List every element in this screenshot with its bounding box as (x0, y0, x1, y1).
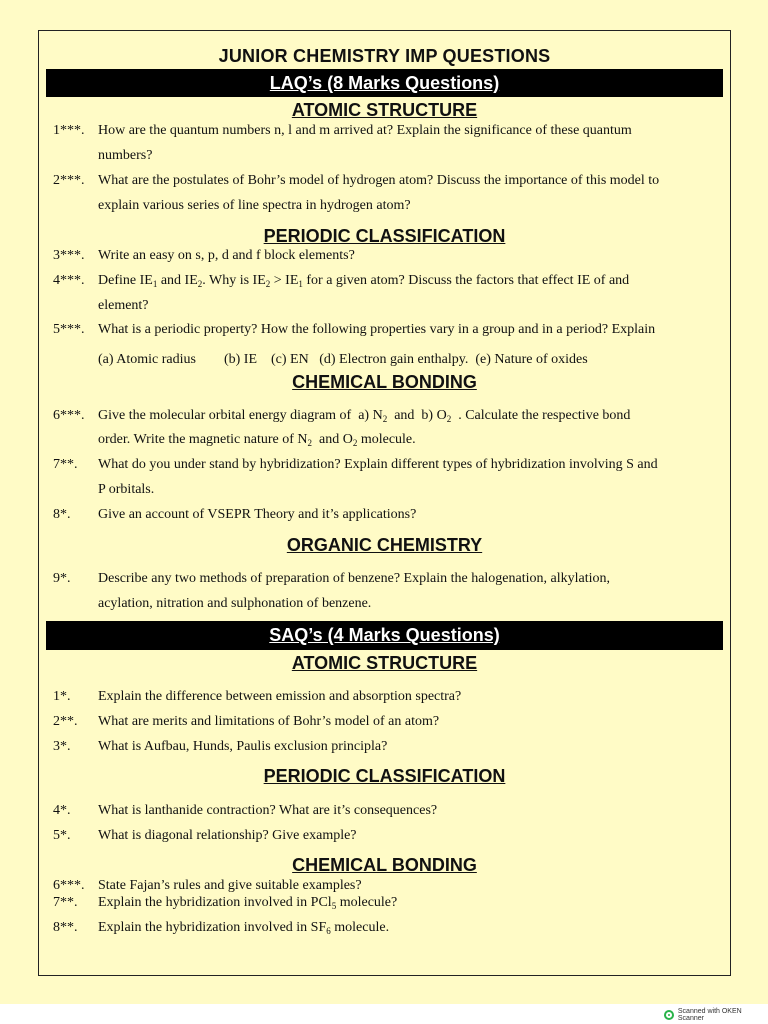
saq-q2-line1: What are merits and limitations of Bohr’s model of an atom? (98, 714, 440, 729)
saq-q7-line1: Explain the hybridization involved in PCl$_5$ molecule? (98, 895, 398, 911)
saq-q2-number: 2**. (53, 714, 78, 729)
laq-q4-line2: element? (98, 298, 149, 313)
saq-q3-line1: What is Aufbau, Hunds, Paulis exclusion principla? (98, 739, 388, 754)
saq-heading-atomic-structure: ATOMIC STRUCTURE (291, 653, 478, 673)
laq-q8-line1: Give an account of VSEPR Theory and it’s applications? (98, 507, 417, 522)
scanner-watermark-text: Scanned with OKEN Scanner (677, 1008, 742, 1022)
laq-q5-line2: (a) Atomic radius (b) IE (c) EN (d) Electron gain enthalpy. (e) Nature of oxides (98, 352, 588, 367)
laq-q9-line2: acylation, nitration and sulphonation of benzene. (98, 596, 372, 611)
laq-section-band: LAQ’s (8 Marks Questions) (46, 69, 723, 97)
laq-q7-line1: What do you under stand by hybridization? Explain different types of hybridization involving S and (98, 457, 658, 472)
saq-q1-line1: Explain the difference between emission and absorption spectra? (98, 689, 462, 704)
saq-q3-number: 3*. (53, 739, 71, 754)
laq-q5-number: 5***. (53, 322, 85, 337)
laq-q6-line2: order. Write the magnetic nature of $N_2$ and $O_2$ molecule. (98, 432, 416, 448)
saq-q8-line1: Explain the hybridization involved in $SF_6$ molecule. (98, 920, 390, 936)
saq-q6-number: 6***. (53, 878, 85, 893)
laq-q5-line1: What is a periodic property? How the following properties vary in a group and in a period? Explain (98, 322, 656, 337)
laq-heading-periodic-classification: PERIODIC CLASSIFICATION (263, 226, 506, 246)
saq-q6-line1: State Fajan’s rules and give suitable examples? (98, 878, 362, 893)
laq-q2-number: 2***. (53, 173, 85, 188)
laq-q2-line1: What are the postulates of Bohr’s model of hydrogen atom? Discuss the importance of this model to (98, 173, 660, 188)
saq-q1-number: 1*. (53, 689, 71, 704)
laq-q1-line2: numbers? (98, 148, 153, 163)
laq-q8-number: 8*. (53, 507, 71, 522)
laq-q3-number: 3***. (53, 248, 85, 263)
saq-q4-number: 4*. (53, 803, 71, 818)
laq-q6-line1: Give the molecular orbital energy diagram of a) $N_2$ and b) $O_2$ . Calculate the respective bond (98, 408, 631, 424)
laq-q4-number: 4***. (53, 273, 85, 288)
scanner-watermark (664, 1008, 768, 1022)
laq-heading-organic-chemistry: ORGANIC CHEMISTRY (286, 535, 483, 555)
saq-q7-number: 7**. (53, 895, 78, 910)
saq-q8-number: 8**. (53, 920, 78, 935)
laq-q3-line1: Write an easy on s, p, d and f block elements? (98, 248, 355, 263)
laq-q7-number: 7**. (53, 457, 78, 472)
document-title: JUNIOR CHEMISTRY IMP QUESTIONS (218, 46, 551, 66)
saq-q5-line1: What is diagonal relationship? Give example? (98, 828, 357, 843)
laq-q1-line1: How are the quantum numbers n, l and m arrived at? Explain the significance of these quantum (98, 123, 632, 138)
laq-q7-line2: P orbitals. (98, 482, 155, 497)
saq-q5-number: 5*. (53, 828, 71, 843)
laq-q9-line1: Describe any two methods of preparation of benzene? Explain the halogenation, alkylation, (98, 571, 610, 586)
saq-section-band: SAQ’s (4 Marks Questions) (46, 621, 723, 650)
saq-q4-line1: What is lanthanide contraction? What are it’s consequences? (98, 803, 438, 818)
laq-q6-number: 6***. (53, 408, 85, 423)
saq-heading-chemical-bonding: CHEMICAL BONDING (292, 855, 477, 875)
laq-heading-atomic-structure: ATOMIC STRUCTURE (291, 100, 478, 120)
oken-scanner-logo-icon (664, 1010, 674, 1020)
laq-q9-number: 9*. (53, 571, 71, 586)
laq-q1-number: 1***. (53, 123, 85, 138)
saq-heading-periodic-classification: PERIODIC CLASSIFICATION (263, 766, 506, 786)
laq-q2-line2: explain various series of line spectra in hydrogen atom? (98, 198, 411, 213)
laq-heading-chemical-bonding: CHEMICAL BONDING (292, 372, 477, 392)
laq-q4-line1: Define $IE_1$ and $IE_2$. Why is $IE_2 > IE_1$ for a given atom? Discuss the factors that effect IE of and (98, 273, 630, 289)
